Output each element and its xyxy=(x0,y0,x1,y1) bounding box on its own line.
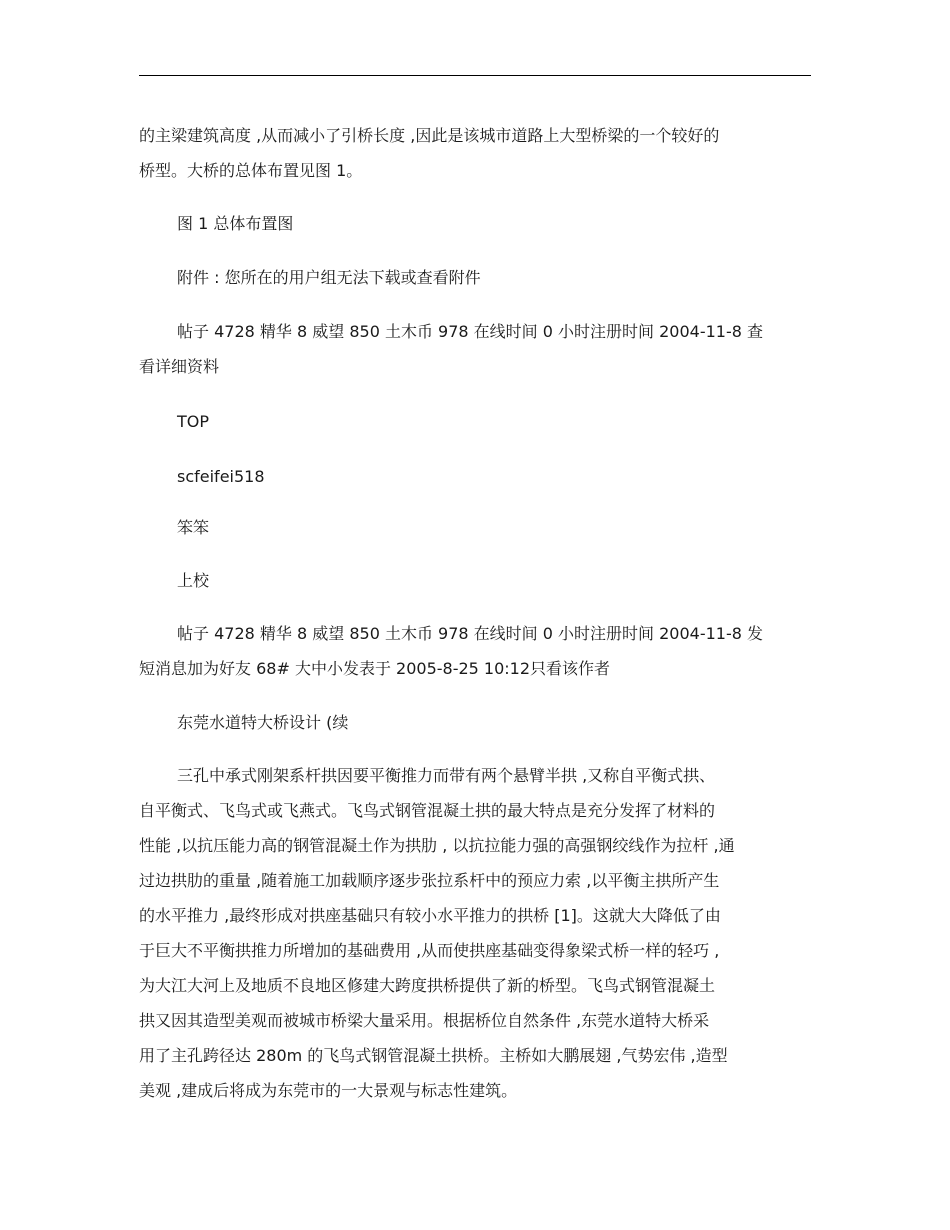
attachment-notice: 附件 : 您所在的用户组无法下载或查看附件 xyxy=(177,268,481,287)
article-title: 东莞水道特大桥设计 (续 xyxy=(177,713,349,732)
article-body-line: 美观 ,建成后将成为东莞市的一大景观与标志性建筑。 xyxy=(139,1081,518,1100)
post2-stats-line-2: 短消息加为好友 68# 大中小发表于 2005-8-25 10:12只看该作者 xyxy=(139,659,611,678)
author-nickname: 笨笨 xyxy=(177,518,210,537)
top-link[interactable]: TOP xyxy=(177,412,210,431)
post2-stats-line-1: 帖子 4728 精华 8 威望 850 土木币 978 在线时间 0 小时注册时间 2004-11-8 发 xyxy=(177,624,763,643)
author-rank: 上校 xyxy=(177,571,210,590)
article-body-line: 于巨大不平衡拱推力所增加的基础费用 ,从而使拱座基础变得象梁式桥一样的轻巧 , xyxy=(139,941,720,960)
article-body-line: 过边拱肋的重量 ,随着施工加载顺序逐步张拉系杆中的预应力索 ,以平衡主拱所产生 xyxy=(139,871,720,890)
article-body-line: 为大江大河上及地质不良地区修建大跨度拱桥提供了新的桥型。飞鸟式钢管混凝土 xyxy=(139,976,716,995)
post1-stats-line-2: 看详细资料 xyxy=(139,357,220,376)
author-username[interactable]: scfeifei518 xyxy=(177,467,265,486)
article-body-line: 拱又因其造型美观而被城市桥梁大量采用。根据桥位自然条件 ,东莞水道特大桥采 xyxy=(139,1011,710,1030)
article-body-line: 三孔中承式刚架系杆拱因要平衡推力而带有两个悬臂半拱 ,又称自平衡式拱、 xyxy=(177,766,716,785)
intro-line-2: 桥型。大桥的总体布置见图 1。 xyxy=(139,161,363,180)
article-body-line: 用了主孔跨径达 280m 的飞鸟式钢管混凝土拱桥。主桥如大鹏展翅 ,气势宏伟 ,造型 xyxy=(139,1046,728,1065)
figure-caption: 图 1 总体布置图 xyxy=(177,214,294,233)
post1-stats-line-1: 帖子 4728 精华 8 威望 850 土木币 978 在线时间 0 小时注册时间 2004-11-8 查 xyxy=(177,322,763,341)
header-rule xyxy=(139,75,811,76)
article-body-line: 自平衡式、飞鸟式或飞燕式。飞鸟式钢管混凝土拱的最大特点是充分发挥了材料的 xyxy=(139,801,716,820)
article-body-line: 性能 ,以抗压能力高的钢管混凝土作为拱肋 , 以抗拉能力强的高强钢绞线作为拉杆 ,通 xyxy=(139,836,735,855)
article-body-line: 的水平推力 ,最终形成对拱座基础只有较小水平推力的拱桥 [1]。这就大大降低了由 xyxy=(139,906,721,925)
intro-line-1: 的主梁建筑高度 ,从而减小了引桥长度 ,因此是该城市道路上大型桥梁的一个较好的 xyxy=(139,126,720,145)
